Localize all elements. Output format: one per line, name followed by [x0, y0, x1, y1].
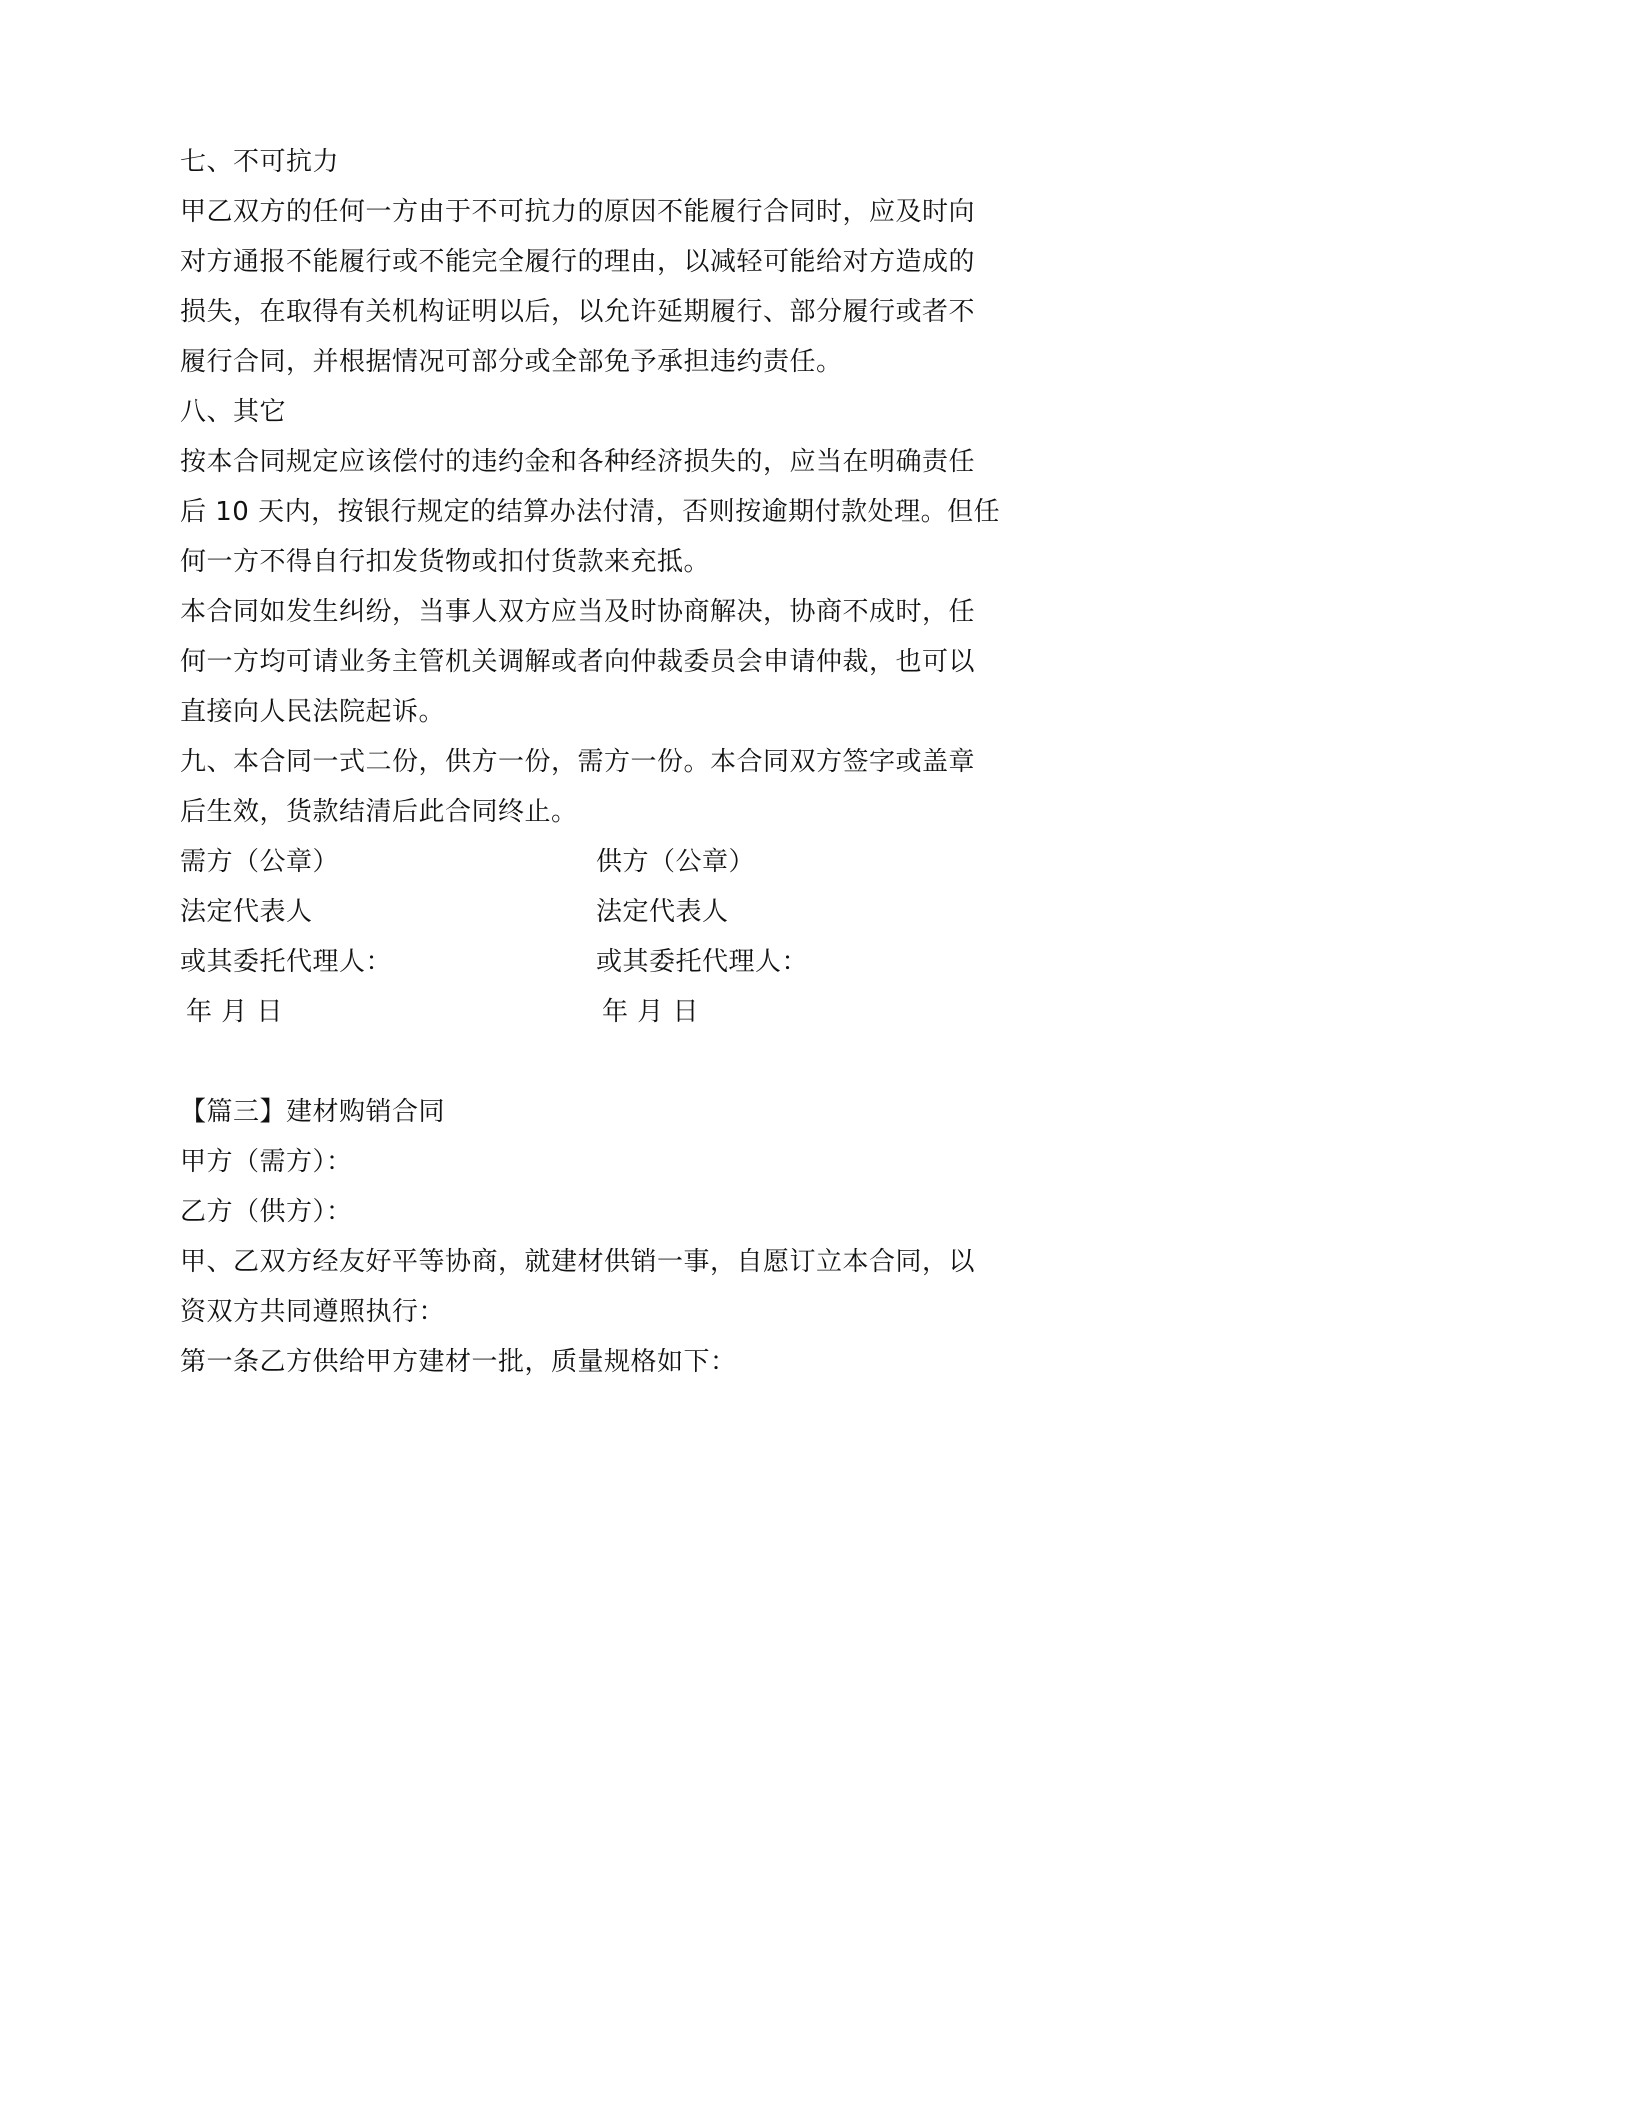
- seller-rep-label: 法定代表人: [596, 897, 729, 927]
- part-3-article-1: 第一条乙方供给甲方建材一批，质量规格如下：: [180, 1347, 737, 1377]
- buyer-agent-label: 或其委托代理人：: [180, 947, 393, 977]
- section-8-para1-line-1: 按本合同规定应该偿付的违约金和各种经济损失的，应当在明确责任: [180, 447, 976, 477]
- section-8-para2-line-2: 何一方均可请业务主管机关调解或者向仲裁委员会申请仲裁，也可以: [180, 647, 976, 677]
- section-7-line-2: 对方通报不能履行或不能完全履行的理由，以减轻可能给对方造成的: [180, 247, 976, 277]
- section-7-line-4: 履行合同，并根据情况可部分或全部免予承担违约责任。: [180, 347, 843, 377]
- party-a-label: 甲方（需方）：: [180, 1147, 353, 1177]
- section-8-para1-line-2: 后 10 天内，按银行规定的结算办法付清，否则按逾期付款处理。但任: [180, 497, 1001, 527]
- section-8-para2-line-3: 直接向人民法院起诉。: [180, 697, 446, 727]
- section-7-title: 七、不可抗力: [180, 147, 340, 177]
- section-9-line-2: 后生效，货款结清后此合同终止。: [180, 797, 578, 827]
- party-b-label: 乙方（供方）：: [180, 1197, 353, 1227]
- seller-seal-label: 供方（公章）: [596, 847, 756, 877]
- section-8-para1-line-3: 何一方不得自行扣发货物或扣付货款来充抵。: [180, 547, 711, 577]
- part-3-intro-line-1: 甲、乙双方经友好平等协商，就建材供销一事，自愿订立本合同，以: [180, 1247, 976, 1277]
- buyer-date-label: 年 月 日: [186, 997, 284, 1027]
- part-3-intro-line-2: 资双方共同遵照执行：: [180, 1297, 446, 1327]
- seller-date-label: 年 月 日: [602, 997, 700, 1027]
- section-9-line-1: 九、本合同一式二份，供方一份，需方一份。本合同双方签字或盖章: [180, 747, 976, 777]
- section-7-line-1: 甲乙双方的任何一方由于不可抗力的原因不能履行合同时，应及时向: [180, 197, 976, 227]
- section-8-para2-line-1: 本合同如发生纠纷，当事人双方应当及时协商解决，协商不成时，任: [180, 597, 976, 627]
- section-8-title: 八、其它: [180, 397, 287, 427]
- seller-agent-label: 或其委托代理人：: [596, 947, 809, 977]
- buyer-seal-label: 需方（公章）: [180, 847, 340, 877]
- part-3-title: 【篇三】建材购销合同: [180, 1097, 446, 1127]
- section-7-line-3: 损失，在取得有关机构证明以后，以允许延期履行、部分履行或者不: [180, 297, 976, 327]
- buyer-rep-label: 法定代表人: [180, 897, 313, 927]
